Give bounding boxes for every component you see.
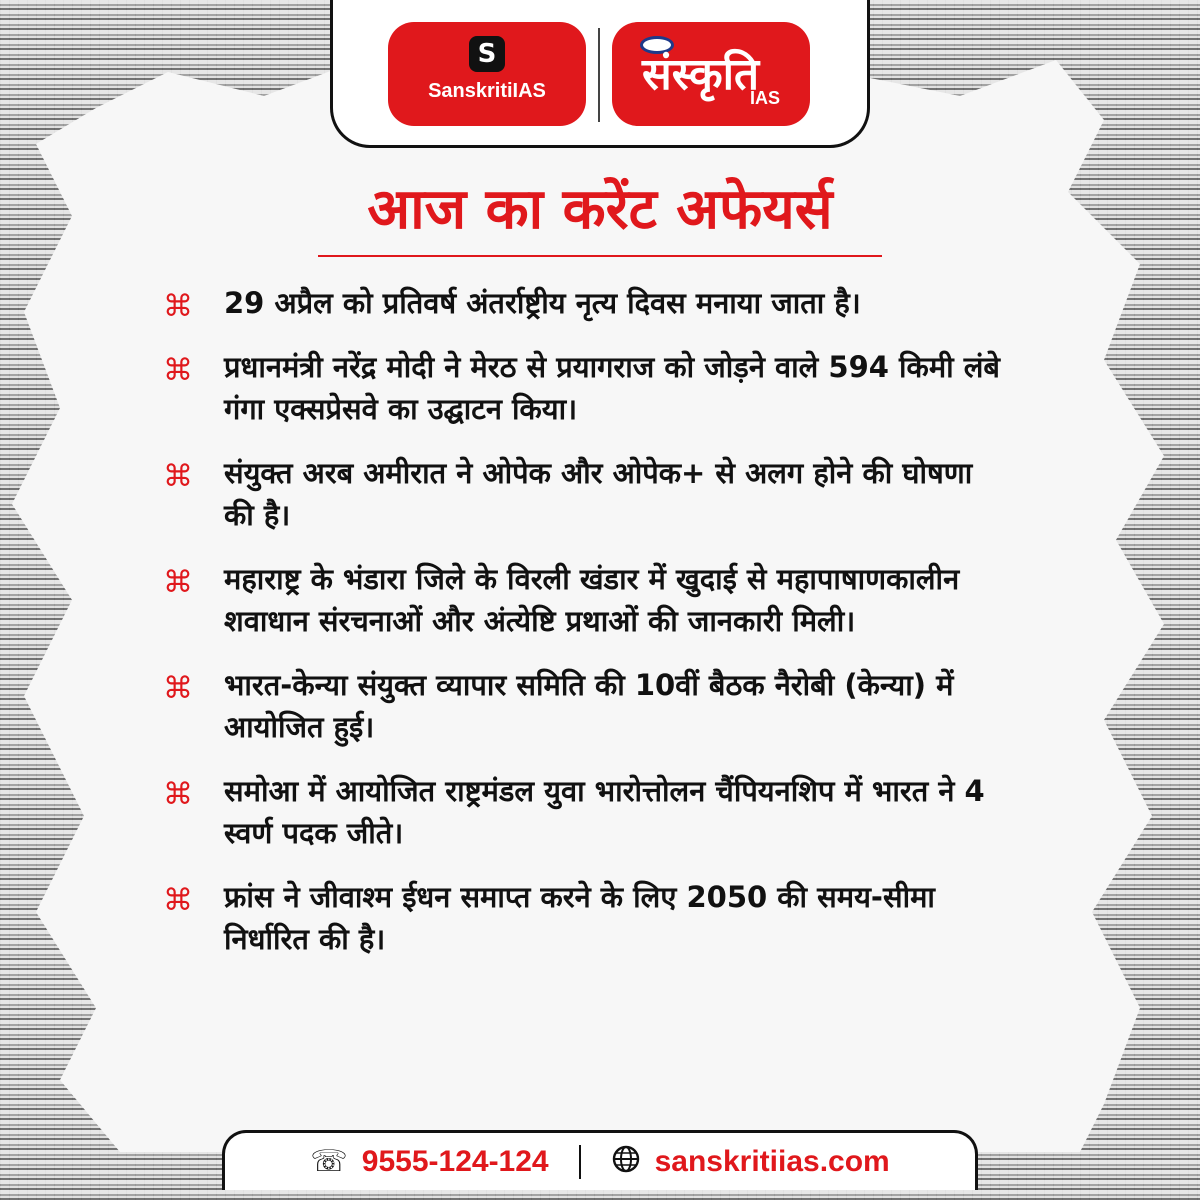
- list-item: [150, 452, 1010, 536]
- phone-number[interactable]: 9555-124-124: [361, 1144, 549, 1178]
- item-text: महाराष्ट्र के भंडारा जिले के विरली खंडार में खुदाई से महापाषाणकालीन शवाधान संरचनाओं और अंत्येष्टि प्रथाओं की जानकारी मिली।: [224, 562, 960, 638]
- list-item: [150, 558, 1010, 642]
- item-text: संयुक्त अरब अमीरात ने ओपेक और ओपेक+ से अलग होने की घोषणा की है।: [224, 456, 973, 532]
- logo-hindi-text: संस्कृति: [642, 49, 760, 100]
- item-text: भारत-केन्या संयुक्त व्यापार समिति की 10वीं बैठक नैरोबी (केन्या) में आयोजित हुई।: [224, 668, 954, 744]
- logo-ias-text: IAS: [749, 88, 780, 108]
- command-symbol-icon: ⌘: [163, 671, 193, 706]
- sanskritiias-logo: [388, 22, 586, 126]
- website-link[interactable]: sanskritiias.com: [654, 1144, 890, 1178]
- list-item: [150, 770, 1010, 854]
- command-symbol-icon: ⌘: [163, 565, 193, 600]
- current-affairs-list: [150, 282, 1010, 982]
- phone-icon: ☏: [310, 1143, 348, 1179]
- item-text: समोआ में आयोजित राष्ट्रमंडल युवा भारोत्तोलन चैंपियनशिप में भारत ने 4 स्वर्ण पदक जीते।: [224, 774, 985, 850]
- title-underline: [318, 255, 882, 257]
- command-symbol-icon: ⌘: [163, 883, 193, 918]
- command-symbol-icon: ⌘: [163, 459, 193, 494]
- list-item: [150, 346, 1010, 430]
- list-item: [150, 282, 1010, 324]
- globe-icon: [611, 1144, 641, 1180]
- logo-divider: [598, 28, 600, 122]
- logo-name: SanskritiIAS: [428, 80, 546, 102]
- item-text: फ्रांस ने जीवाश्म ईधन समाप्त करने के लिए 2050 की समय-सीमा निर्धारित की है।: [224, 880, 935, 956]
- item-text: प्रधानमंत्री नरेंद्र मोदी ने मेरठ से प्रयागराज को जोड़ने वाले 594 किमी लंबे गंगा एक्सप्रेसवे का उद्घाटन किया।: [224, 350, 1000, 426]
- page-title: आज का करेंट अफेयर्स: [367, 177, 833, 242]
- list-item: [150, 664, 1010, 748]
- list-item: [150, 876, 1010, 960]
- item-text: 29 अप्रैल को प्रतिवर्ष अंतर्राष्ट्रीय नृत्य दिवस मनाया जाता है।: [224, 286, 861, 320]
- command-symbol-icon: ⌘: [163, 777, 193, 812]
- command-symbol-icon: ⌘: [163, 353, 193, 388]
- s-logo-icon: S: [469, 36, 505, 72]
- command-symbol-icon: ⌘: [163, 289, 193, 324]
- contact-footer: [222, 1130, 978, 1190]
- sanskriti-hindi-logo: [612, 22, 810, 126]
- footer-divider: [579, 1145, 581, 1179]
